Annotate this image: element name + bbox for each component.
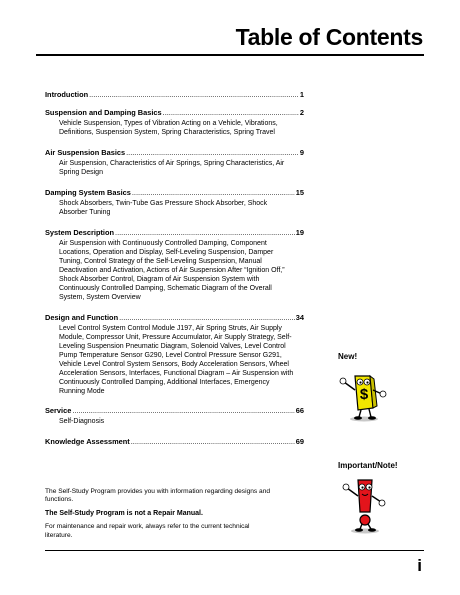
title-divider	[36, 54, 424, 56]
new-label: New!	[338, 352, 358, 361]
toc-entry-label: Suspension and Damping Basics	[45, 108, 162, 117]
toc-entry-knowledge-assessment[interactable]	[45, 437, 304, 447]
leader-dots	[132, 188, 295, 198]
toc-entry-page: 9	[299, 148, 304, 157]
important-note-label: Important/Note!	[338, 461, 398, 470]
page-title: Table of Contents	[235, 24, 423, 50]
toc-entry-system-description[interactable]	[45, 228, 304, 302]
disclaimer-warning: The Self-Study Program is not a Repair Manual.	[45, 509, 203, 517]
leader-dots	[115, 228, 295, 238]
toc-entry-page: 19	[295, 228, 304, 237]
disclaimer-advice: For maintenance and repair work, always refer to the current technical literature.	[45, 523, 250, 539]
new-mascot-icon	[338, 364, 388, 422]
toc-entry-label: Introduction	[45, 90, 89, 99]
toc-entry-description: Air Suspension, Characteristics of Air Springs, Spring Characteristics, Air Spring Design	[59, 160, 285, 176]
toc-entry-page: 2	[299, 108, 304, 117]
toc-entry-description: Level Control System Control Module J197, Air Spring Struts, Air Supply Module, Compressor Unit, Pressure Accumulator, Air Supply Strategy, Self-Leveling Suspension Pneumatic Diagram, Solenoid Valves, Level Control Pump Temperature Sensor G290, Level Control Pressure Sensor G291, Vehicle Level Control System Sensors, Body Acceleration Sensors, Wheel Acceleration Sensors, Interfaces, Functional Diagram – Air Suspension with Continuously Controlled Damping, Additional Interfaces, Emergency Running Mode	[59, 325, 294, 395]
toc-entry-label: Damping System Basics	[45, 188, 131, 197]
leader-dots	[131, 437, 295, 447]
toc-entry-service[interactable]	[45, 406, 304, 426]
disclaimer-block	[45, 488, 275, 545]
important-mascot-icon	[340, 474, 390, 534]
leader-dots	[119, 313, 295, 323]
toc-entry-page: 66	[295, 406, 304, 415]
toc-entry-design-and-function[interactable]	[45, 313, 304, 396]
page-number: i	[417, 556, 422, 575]
toc-entry-page: 15	[295, 188, 304, 197]
toc-entry-description: Air Suspension with Continuously Controlled Damping, Component Locations, Operation and Display, Self-Leveling Suspension, Damper Tuning, Control Strategy of the Self-Leveling Suspension, Manual Deactivation and Activation, Actions of Air Suspension After “Ignition Off,” Shock Absorber Control, Diagram of Air Suspension System with Continuously Controlled Damping, Schematic Diagram of the Overall System, System Overview	[59, 240, 285, 301]
toc-entry-page: 69	[295, 437, 304, 446]
toc-entry-label: Design and Function	[45, 313, 119, 322]
leader-dots	[72, 406, 294, 416]
toc-entry-label: Air Suspension Basics	[45, 148, 126, 157]
toc-entry-air-suspension-basics[interactable]	[45, 148, 304, 177]
toc-entry-page: 1	[299, 90, 304, 99]
leader-dots	[126, 148, 299, 158]
table-of-contents	[45, 90, 304, 447]
toc-entry-label: Service	[45, 406, 72, 415]
toc-entry-label: Knowledge Assessment	[45, 437, 130, 446]
disclaimer-intro: The Self-Study Program provides you with information regarding designs and functions.	[45, 488, 271, 504]
toc-entry-description: Shock Absorbers, Twin-Tube Gas Pressure Shock Absorber, Shock Absorber Tuning	[59, 200, 268, 216]
footer-divider	[45, 550, 424, 551]
toc-entry-page: 34	[295, 313, 304, 322]
toc-entry-introduction[interactable]	[45, 90, 304, 100]
svg-text:$: $	[359, 386, 369, 403]
toc-entry-label: System Description	[45, 228, 115, 237]
leader-dots	[163, 108, 299, 118]
toc-entry-damping-system-basics[interactable]	[45, 188, 304, 217]
toc-entry-description: Self-Diagnosis	[59, 418, 105, 425]
toc-entry-suspension-damping-basics[interactable]	[45, 108, 304, 137]
leader-dots	[89, 90, 299, 100]
toc-entry-description: Vehicle Suspension, Types of Vibration Acting on a Vehicle, Vibrations, Definitions, Suspension System, Spring Characteristics, Spring Travel	[59, 120, 278, 136]
